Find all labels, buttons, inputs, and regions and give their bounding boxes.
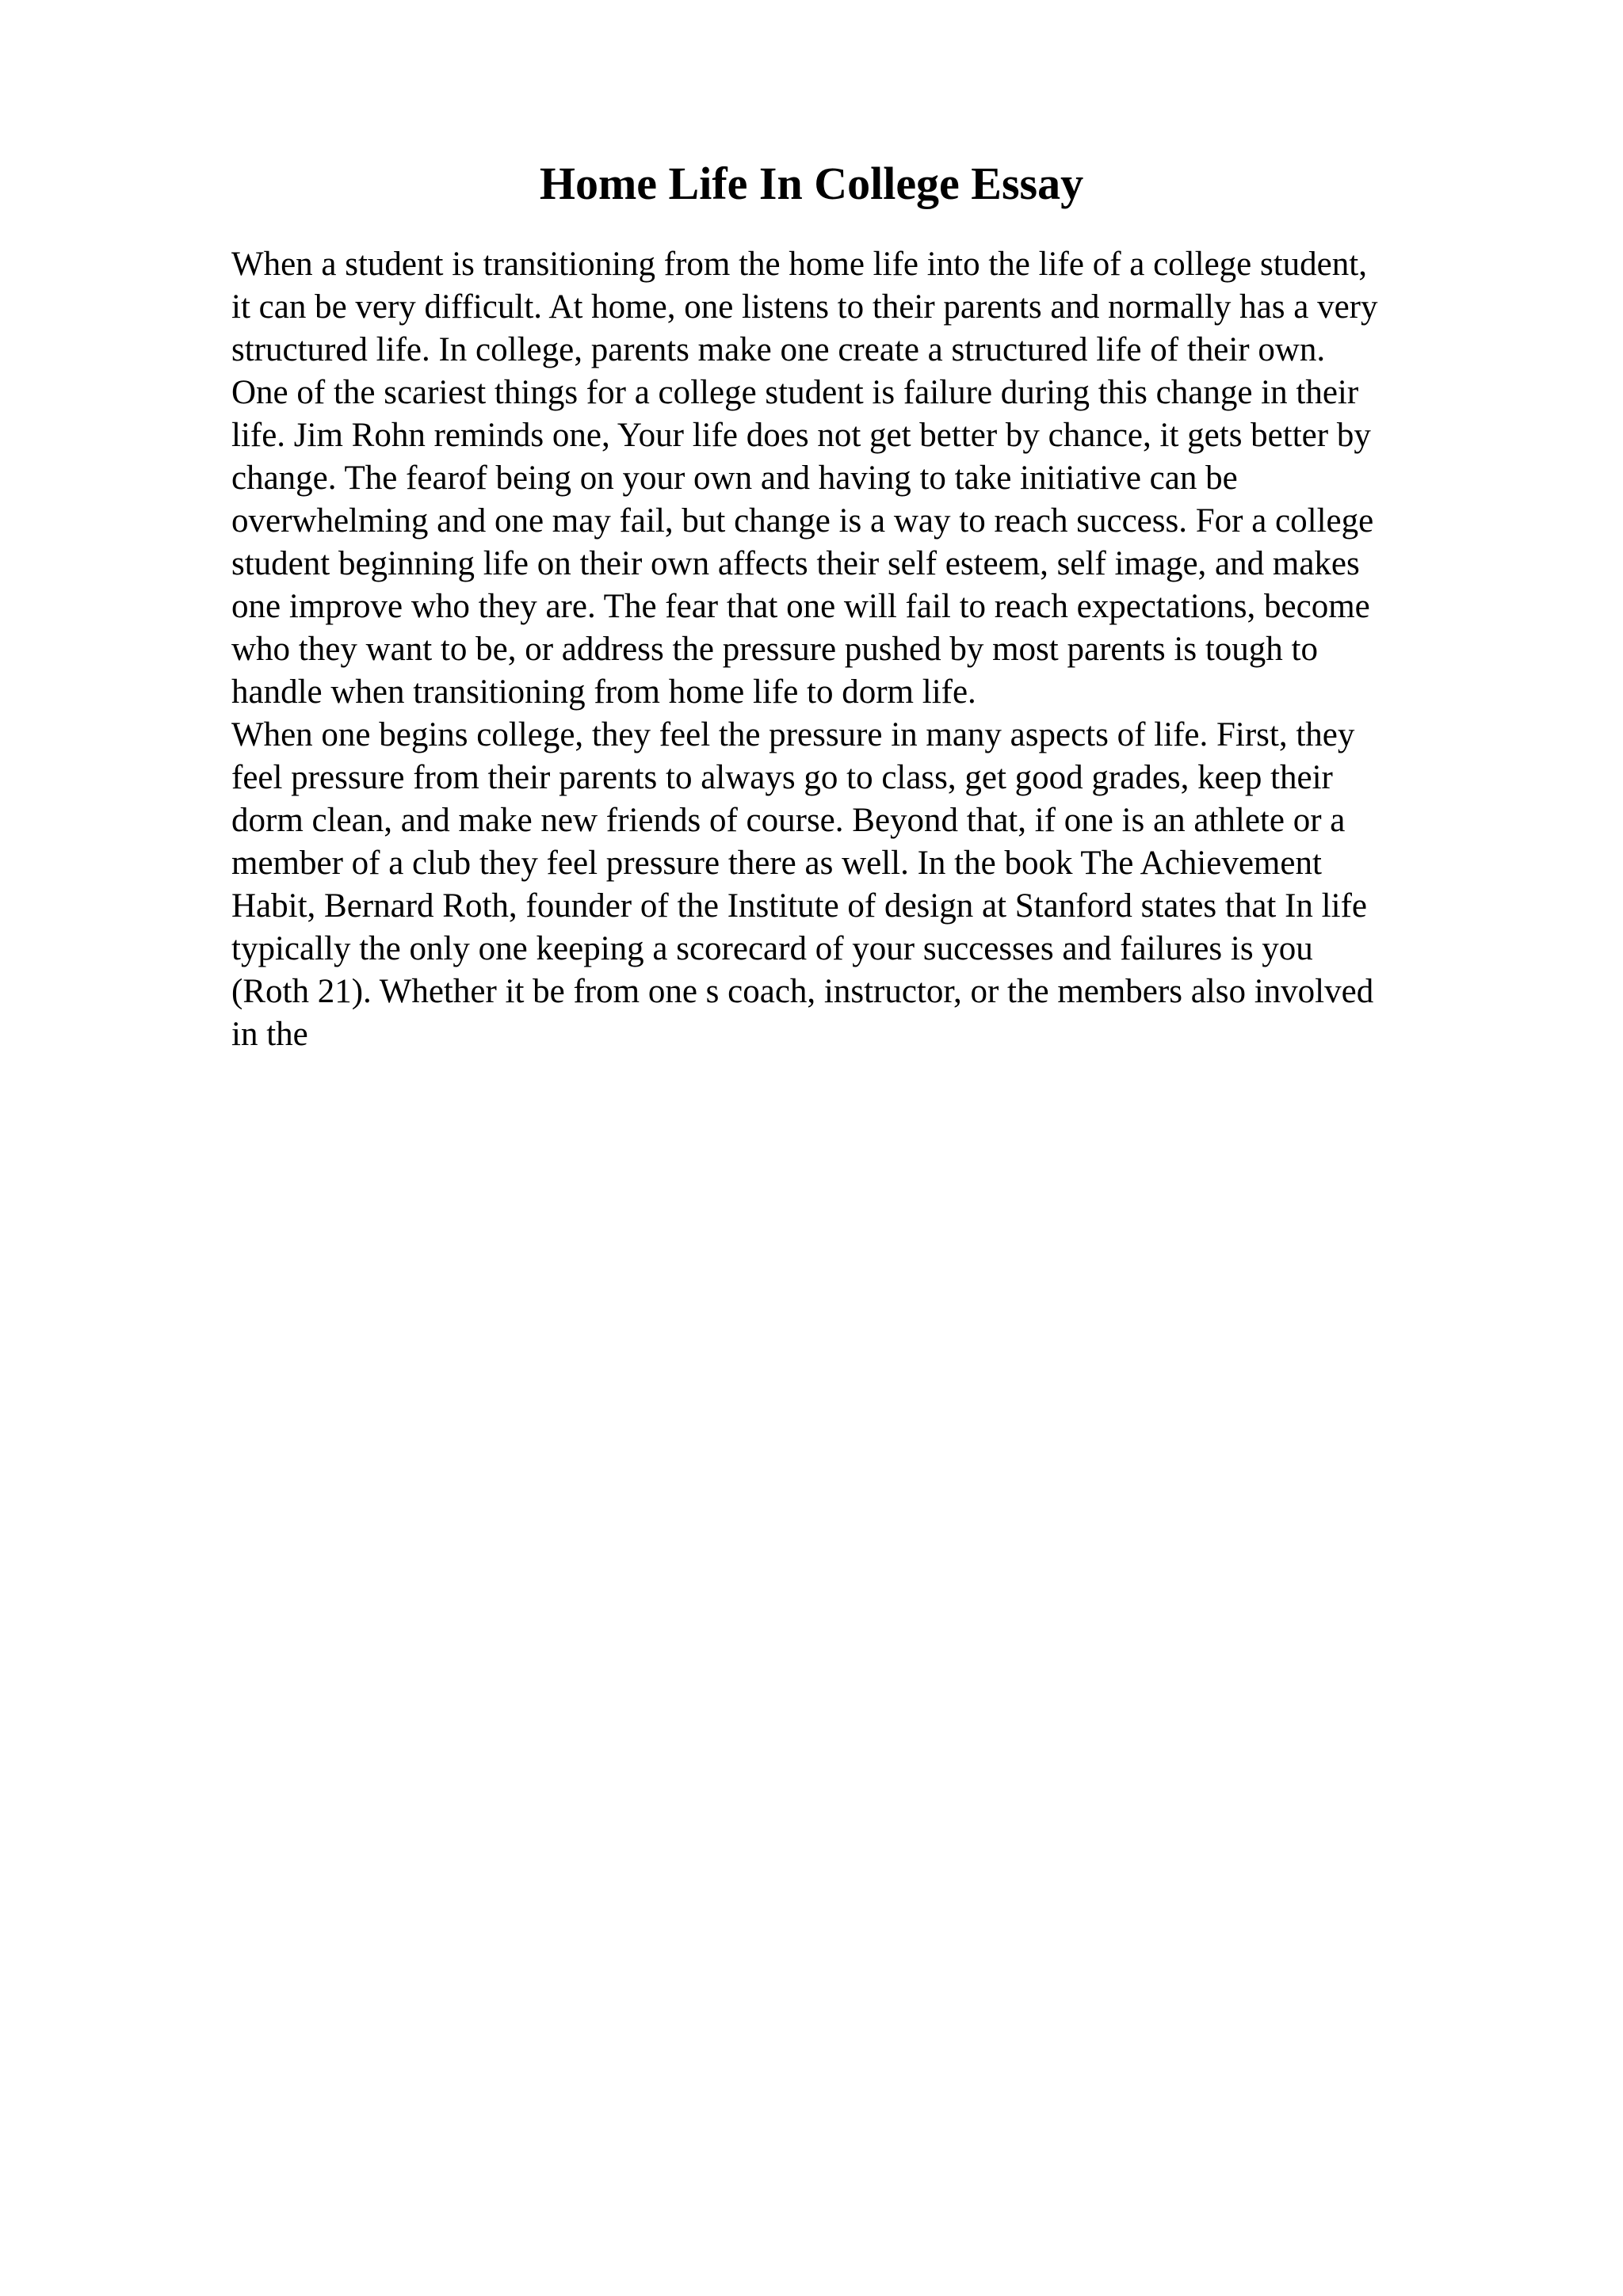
text-line: in the <box>231 1016 308 1053</box>
text-line: One of the scariest things for a college student is failure during this change in their <box>231 374 1359 411</box>
text-line: When one begins college, they feel the pressure in many aspects of life. First, they <box>231 716 1355 753</box>
text-line: typically the only one keeping a scorecard of your successes and failures is you <box>231 930 1313 967</box>
text-line: handle when transitioning from home life to dorm life. <box>231 673 976 711</box>
text-line: student beginning life on their own affects their self esteem, self image, and makes <box>231 545 1360 582</box>
text-line: Habit, Bernard Roth, founder of the Institute of design at Stanford states that In life <box>231 887 1367 925</box>
essay-body <box>231 243 1499 1056</box>
text-line: life. Jim Rohn reminds one, Your life does not get better by chance, it gets better by <box>231 417 1371 454</box>
text-line: dorm clean, and make new friends of course. Beyond that, if one is an athlete or a <box>231 802 1346 839</box>
text-line: who they want to be, or address the pressure pushed by most parents is tough to <box>231 631 1318 668</box>
text-line: member of a club they feel pressure there as well. In the book The Achievement <box>231 845 1322 882</box>
text-line: When a student is transitioning from the home life into the life of a college student, <box>231 246 1367 283</box>
text-line: overwhelming and one may fail, but change is a way to reach success. For a college <box>231 502 1374 540</box>
text-line: it can be very difficult. At home, one listens to their parents and normally has a very <box>231 288 1378 326</box>
document-title: Home Life In College Essay <box>539 158 1084 209</box>
text-line: feel pressure from their parents to always go to class, get good grades, keep their <box>231 759 1333 796</box>
text-line: (Roth 21). Whether it be from one s coach, instructor, or the members also involved <box>231 973 1374 1010</box>
text-line: change. The fearof being on your own and having to take initiative can be <box>231 460 1238 497</box>
text-line: one improve who they are. The fear that one will fail to reach expectations, become <box>231 588 1370 625</box>
text-line: structured life. In college, parents make one create a structured life of their own. <box>231 331 1326 368</box>
